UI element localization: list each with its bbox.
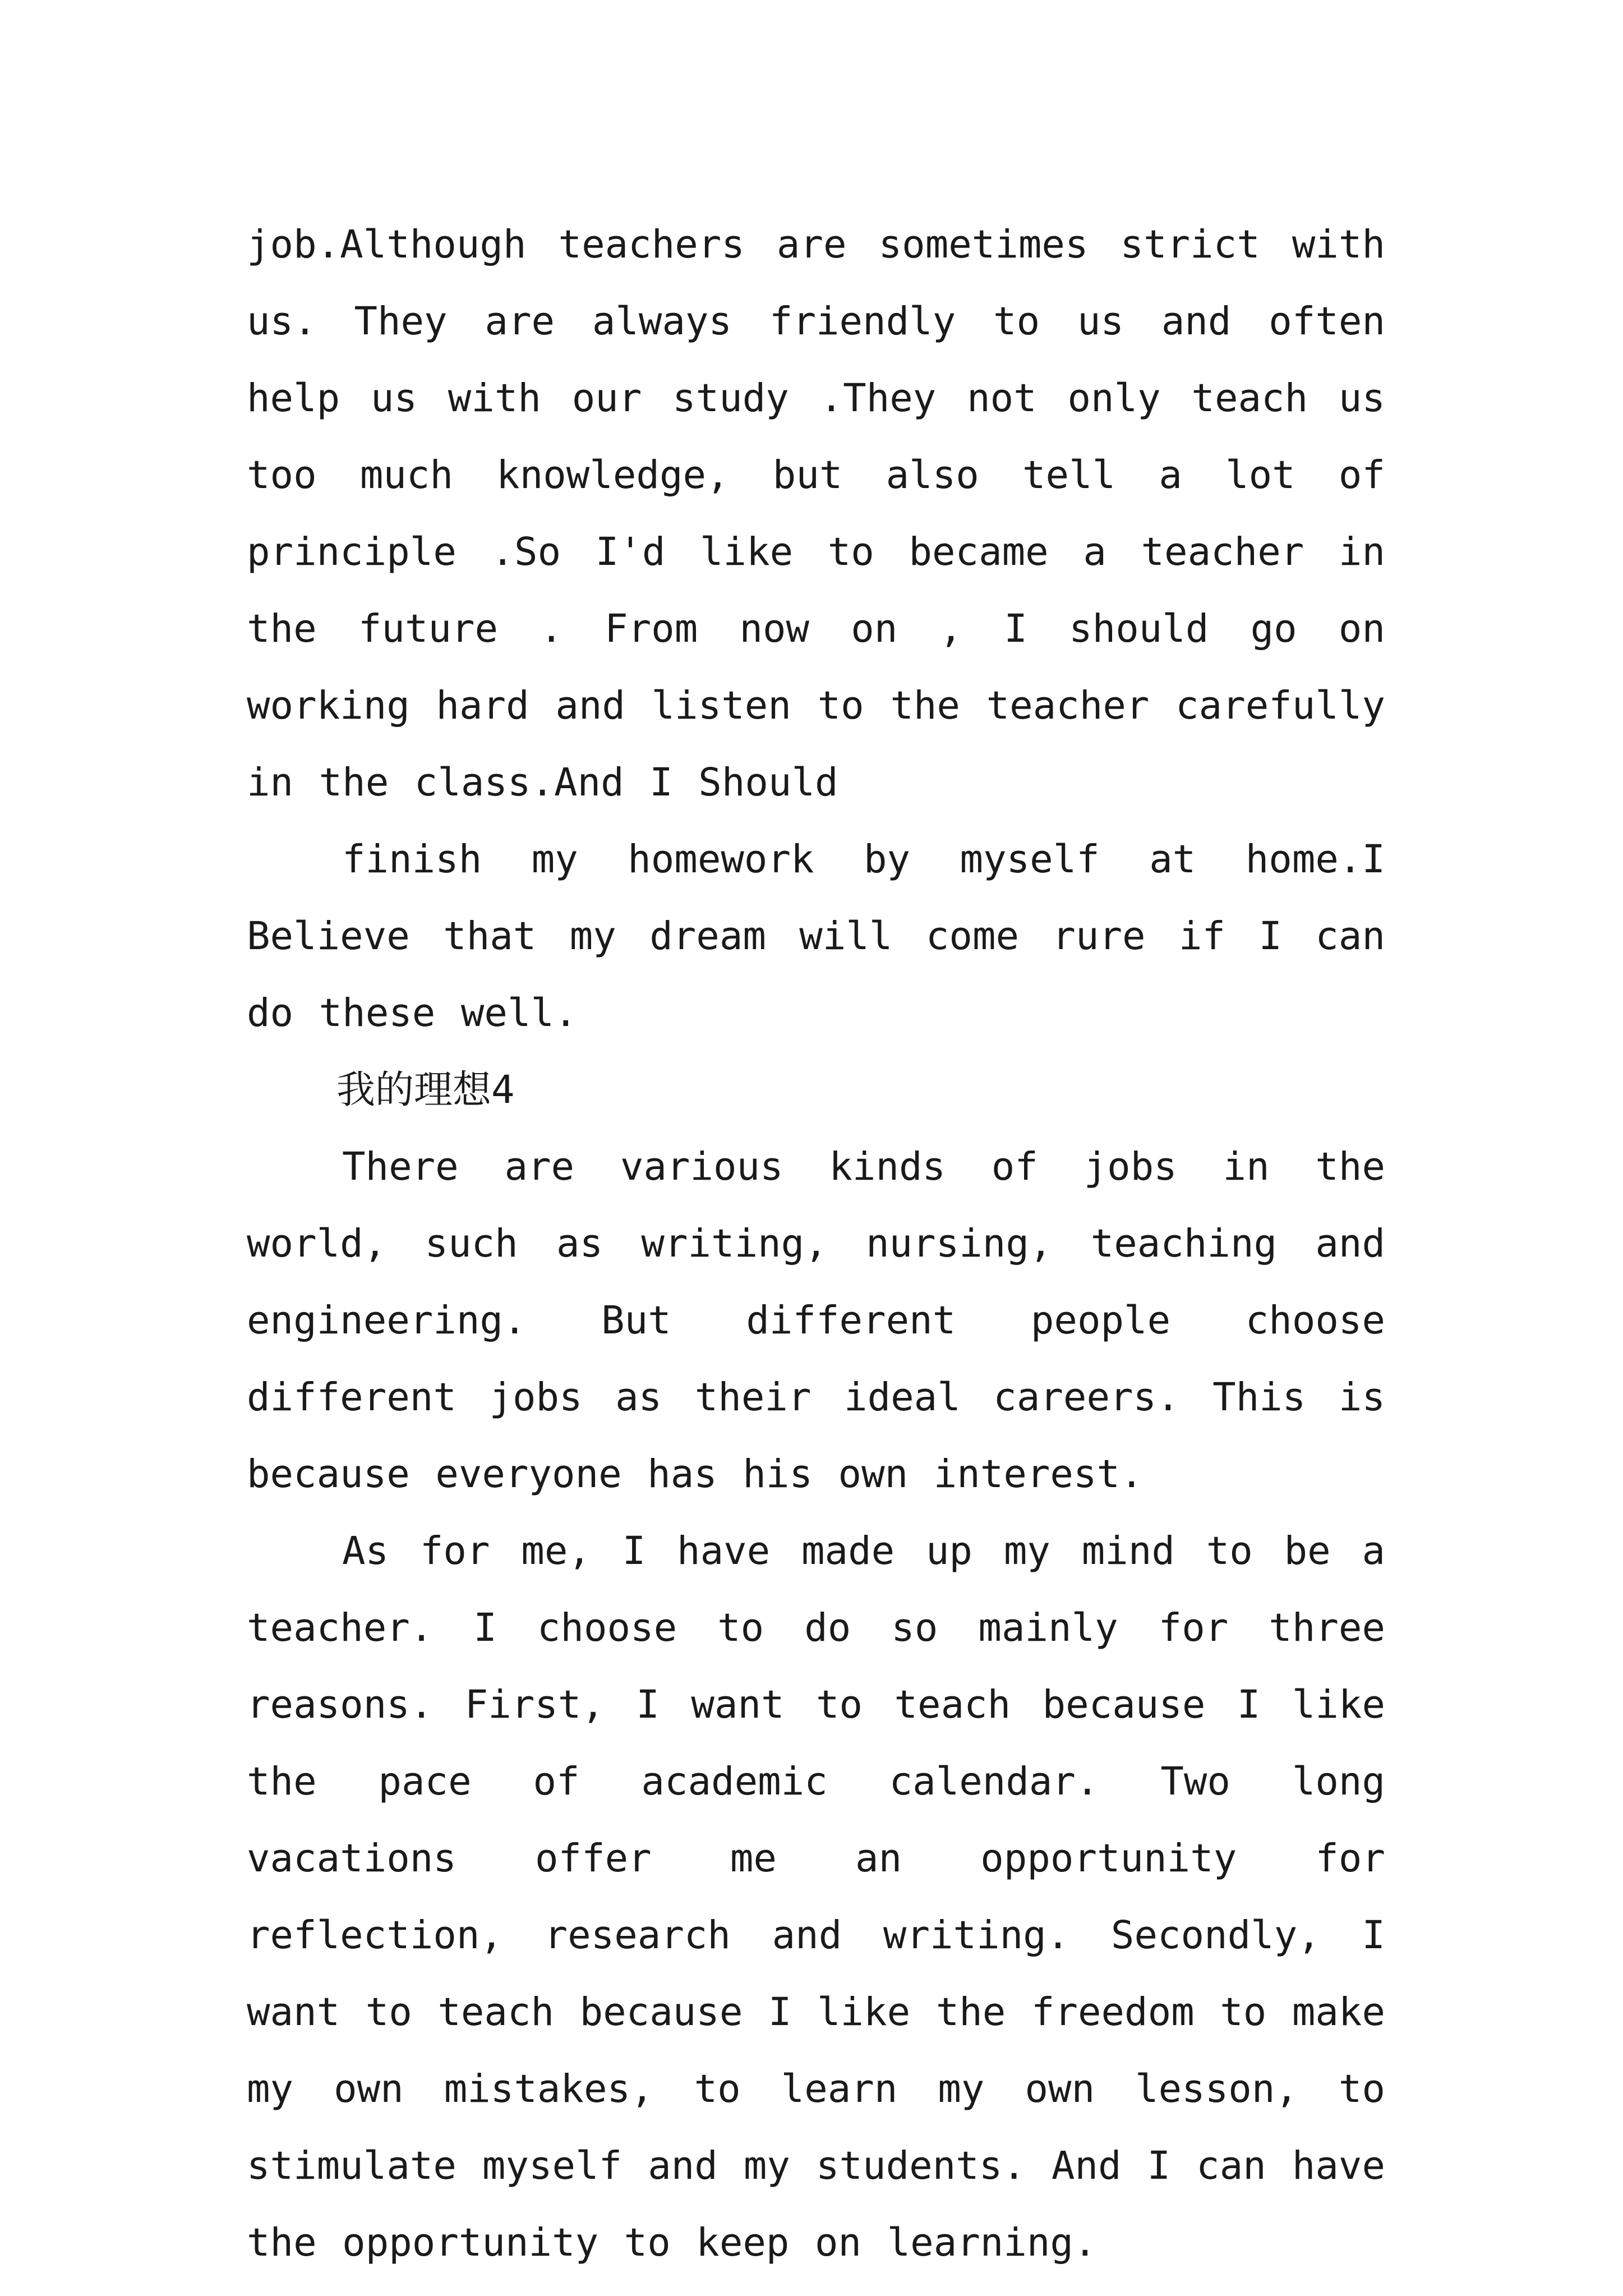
paragraph: As for me, I have made up my mind to be a teacher. I choose to do so mainly for three reasons. First, I want to teach because I like the pace of academic calendar. Two long vacations offer me an opportunity for reflection, research and writing. Secondly, I want to teach because I like the freedom to make my own mistakes, to learn my own lesson, to stimulate myself and my students. And I can have the opportunity to keep on learning. — [247, 1529, 1385, 2265]
paragraph: job.Although teachers are sometimes strict with us. They are always friendly to us and often help us with our study .They not only teach us too much knowledge, but also tell a lot of principle .So I'd like to became a teacher in the future . From now on , I should go on working hard and listen to the teacher carefully in the class.And I Should — [247, 222, 1385, 805]
body-text — [247, 206, 1385, 2281]
paragraph: There are various kinds of jobs in the world, such as writing, nursing, teaching and engineering. But different people choose different jobs as their ideal careers. This is because everyone has his own interest. — [247, 1144, 1385, 1497]
paragraph: finish my homework by myself at home.I Believe that my dream will come rure if I can do these well. — [247, 837, 1385, 1036]
section-heading: 我的理想4 — [336, 1068, 515, 1112]
